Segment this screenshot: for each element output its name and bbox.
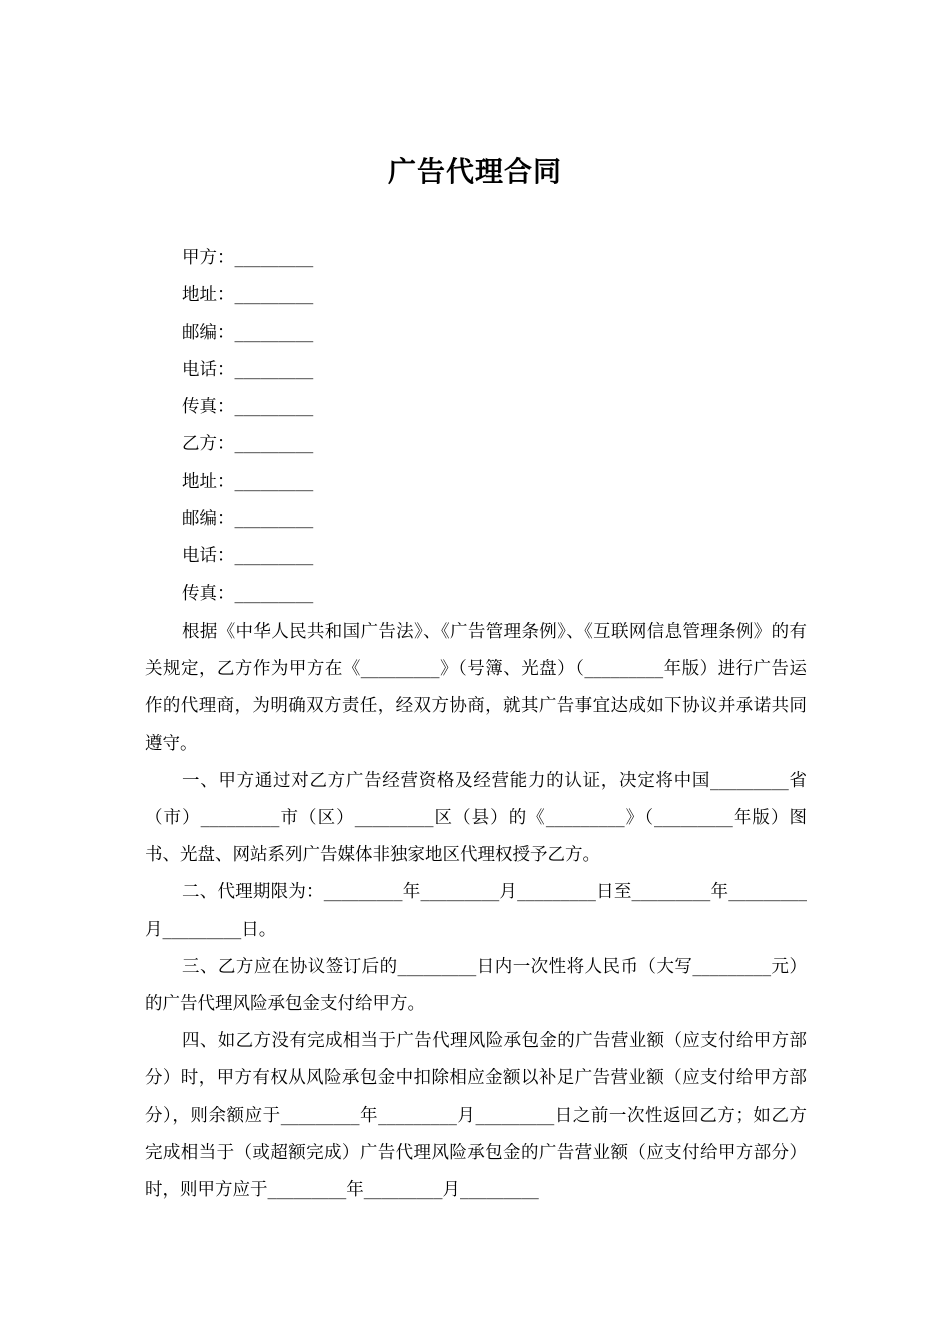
preamble-paragraph: 根据《中华人民共和国广告法》、《广告管理条例》、《互联网信息管理条例》的有关规定，乙方作为甲方在《_________》（号簿、光盘）（_________年版）进行广告运作的代理商，为明确双方责任，经双方协商，就其广告事宜达成如下协议并承诺共同遵守。 [145,622,807,754]
party-a-postcode-field: 邮编：_________ [182,322,314,343]
party-a-phone-field: 电话：_________ [182,359,314,380]
clause-4-paragraph: 四、如乙方没有完成相当于广告代理风险承包金的广告营业额（应支付给甲方部分）时，甲方有权从风险承包金中扣除相应金额以补足广告营业额（应支付给甲方部分），则余额应于_________年_________月_________日之前一次性返回乙方；如乙方完成相当于（或超额完成）广告代理风险承包金的广告营业额（应支付给甲方部分）时，则甲方应于_________年_________月_________ [145,1031,807,1201]
party-b-name-field: 乙方：_________ [182,434,314,455]
party-a-address-field: 地址：_________ [182,285,314,306]
party-b-phone-field: 电话：_________ [182,546,314,567]
contract-body [145,614,807,1209]
party-b-postcode-field: 邮编：_________ [182,509,314,530]
document-title: 广告代理合同 [387,155,562,188]
party-b-fax-field: 传真：_________ [182,583,314,604]
clause-1-paragraph: 一、甲方通过对乙方广告经营资格及经营能力的认证，决定将中国_________省（市）_________市（区）_________区（县）的《_________》（_________年版）图书、光盘、网站系列广告媒体非独家地区代理权授予乙方。 [145,770,807,866]
party-a-name-field: 甲方：_________ [182,248,314,268]
party-b-address-field: 地址：_________ [182,471,314,492]
party-info-fields [182,243,313,616]
party-a-fax-field: 传真：_________ [182,397,314,418]
clause-2-paragraph: 二、代理期限为：_________年_________月_________日至_________年_________月_________日。 [145,882,807,940]
clause-3-paragraph: 三、乙方应在协议签订后的_________日内一次性将人民币（大写_________元）的广告代理风险承包金支付给甲方。 [145,956,807,1015]
